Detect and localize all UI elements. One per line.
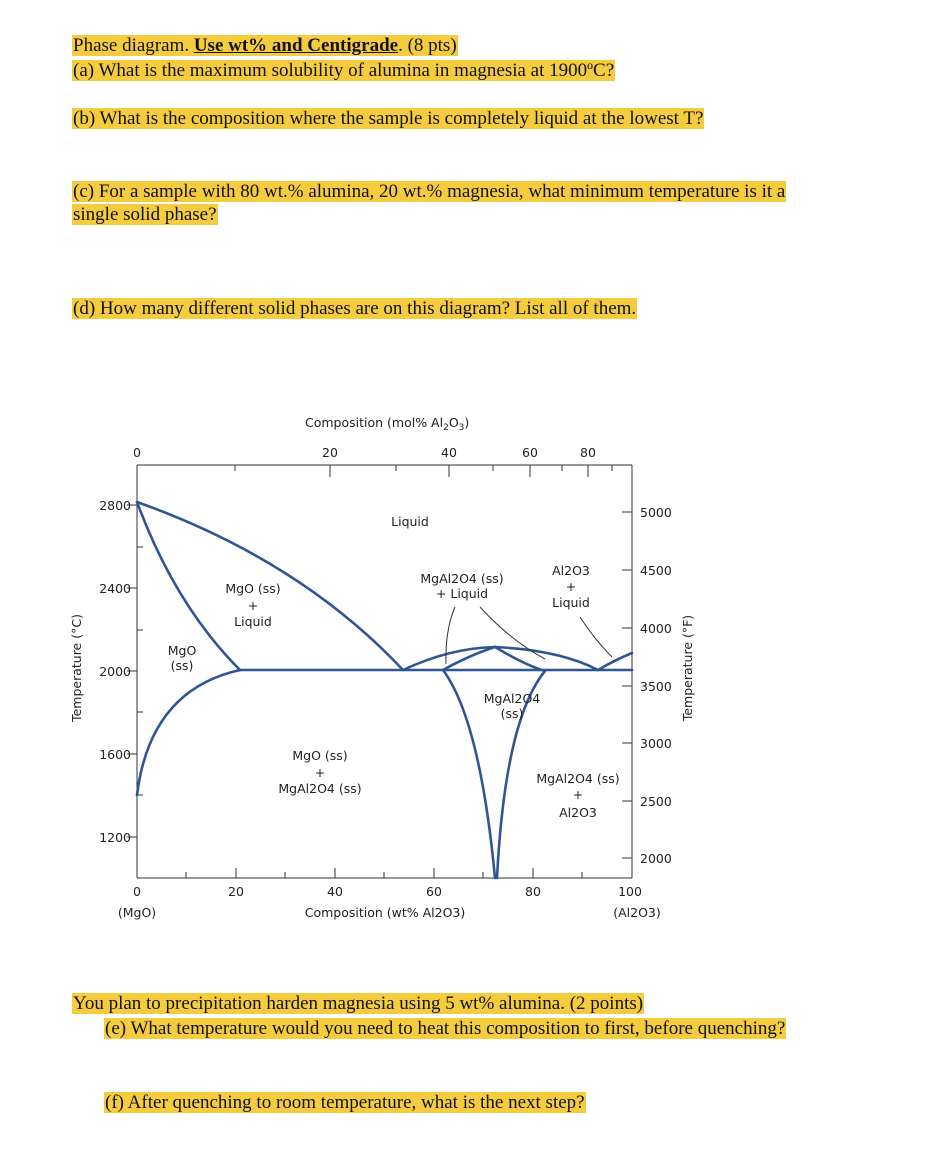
label-mgo-spinel-2: +	[314, 765, 326, 780]
bottom-axis-title: Composition (wt% Al2O3)	[304, 905, 466, 920]
label-spinel-alumina-1: MgAl2O4 (ss)	[536, 771, 620, 786]
label-mgo-liquid-3: Liquid	[234, 614, 272, 629]
question-f-text: (f) After quenching to room temperature, what is the next step?	[105, 1092, 585, 1113]
question-e	[104, 1017, 786, 1040]
bottom-tick-100: 100	[618, 884, 642, 899]
question-d-text: (d) How many different solid phases are on this diagram? List all of them.	[73, 298, 637, 319]
left-tick-2000: 2000	[99, 664, 131, 679]
question-b-text: (b) What is the composition where the sample is completely liquid at the lowest T?	[73, 108, 704, 129]
label-mgo-liquid-2: +	[247, 598, 259, 613]
title-tail: . (8 pts)	[398, 35, 457, 56]
top-axis-title: Composition (mol% $Al_2O_3$)	[305, 415, 470, 433]
label-liquid: Liquid	[391, 514, 429, 529]
label-mgo-spinel-3: MgAl2O4 (ss)	[278, 781, 362, 796]
top-tick-20: 20	[322, 445, 338, 460]
label-mgo-ss-1: MgO	[167, 643, 197, 658]
title-plain: Phase diagram.	[73, 35, 194, 56]
label-mgo-liquid-1: MgO (ss)	[225, 581, 281, 596]
label-spinel-ss-2: (ss)	[500, 706, 524, 721]
left-axis-title: Temperature (°C)	[69, 614, 84, 722]
question-c-line1: (c) For a sample with 80 wt.% alumina, 20 wt.% magnesia, what minimum temperature is it a	[73, 181, 786, 202]
intro-line	[72, 992, 644, 1015]
question-a-text: (a) What is the maximum solubility of alumina in magnesia at 1900ºC?	[73, 60, 615, 81]
left-tick-2400: 2400	[99, 581, 131, 596]
label-mgo-ss-2: (ss)	[170, 658, 194, 673]
right-tick-2500: 2500	[640, 794, 672, 809]
right-tick-3500: 3500	[640, 679, 672, 694]
right-tick-4500: 4500	[640, 563, 672, 578]
label-alumina-liquid-3: Liquid	[552, 595, 590, 610]
liquidus-spinel-right	[495, 647, 598, 670]
bottom-tick-40: 40	[327, 884, 343, 899]
intro-text: You plan to precipitation harden magnesia using 5 wt% alumina. (2 points)	[73, 993, 644, 1014]
right-tick-5000: 5000	[640, 505, 672, 520]
question-e-text: (e) What temperature would you need to heat this composition to first, before quenching?	[105, 1018, 786, 1039]
top-tick-80: 80	[580, 445, 596, 460]
label-mgo-spinel-1: MgO (ss)	[292, 748, 348, 763]
axes-frame	[127, 465, 632, 878]
liquidus-alumina	[598, 653, 632, 670]
phase-boundaries	[137, 502, 632, 878]
bottom-tick-0: 0	[133, 884, 141, 899]
label-alumina-liquid-1: Al2O3	[552, 563, 590, 578]
top-tick-0: 0	[133, 445, 141, 460]
right-tick-4000: 4000	[640, 621, 672, 636]
label-spinel-liquid-2: + Liquid	[435, 586, 489, 601]
question-f	[104, 1091, 586, 1114]
left-tick-1200: 1200	[99, 830, 131, 845]
label-spinel-alumina-3: Al2O3	[559, 805, 597, 820]
bottom-tick-60: 60	[426, 884, 442, 899]
label-spinel-ss-1: MgAl2O4	[483, 691, 541, 706]
label-spinel-alumina-2: +	[572, 787, 584, 802]
bottom-tick-20: 20	[228, 884, 244, 899]
right-tick-2000: 2000	[640, 851, 672, 866]
bottom-right-label: (Al2O3)	[613, 905, 661, 920]
top-tick-40: 40	[441, 445, 457, 460]
question-c-line2: single solid phase?	[73, 204, 217, 225]
title-bold: Use wt% and Centigrade	[193, 35, 399, 56]
label-spinel-liquid-1: MgAl2O4 (ss)	[420, 571, 504, 586]
left-tick-2800: 2800	[99, 498, 131, 513]
right-tick-3000: 3000	[640, 736, 672, 751]
right-axis-title: Temperature (°F)	[680, 614, 695, 722]
top-tick-60: 60	[522, 445, 538, 460]
bottom-left-label: (MgO)	[117, 905, 157, 920]
label-alumina-liquid-2: +	[565, 579, 577, 594]
left-tick-1600: 1600	[99, 747, 131, 762]
solvus-mgo	[137, 670, 240, 795]
bottom-tick-80: 80	[525, 884, 541, 899]
